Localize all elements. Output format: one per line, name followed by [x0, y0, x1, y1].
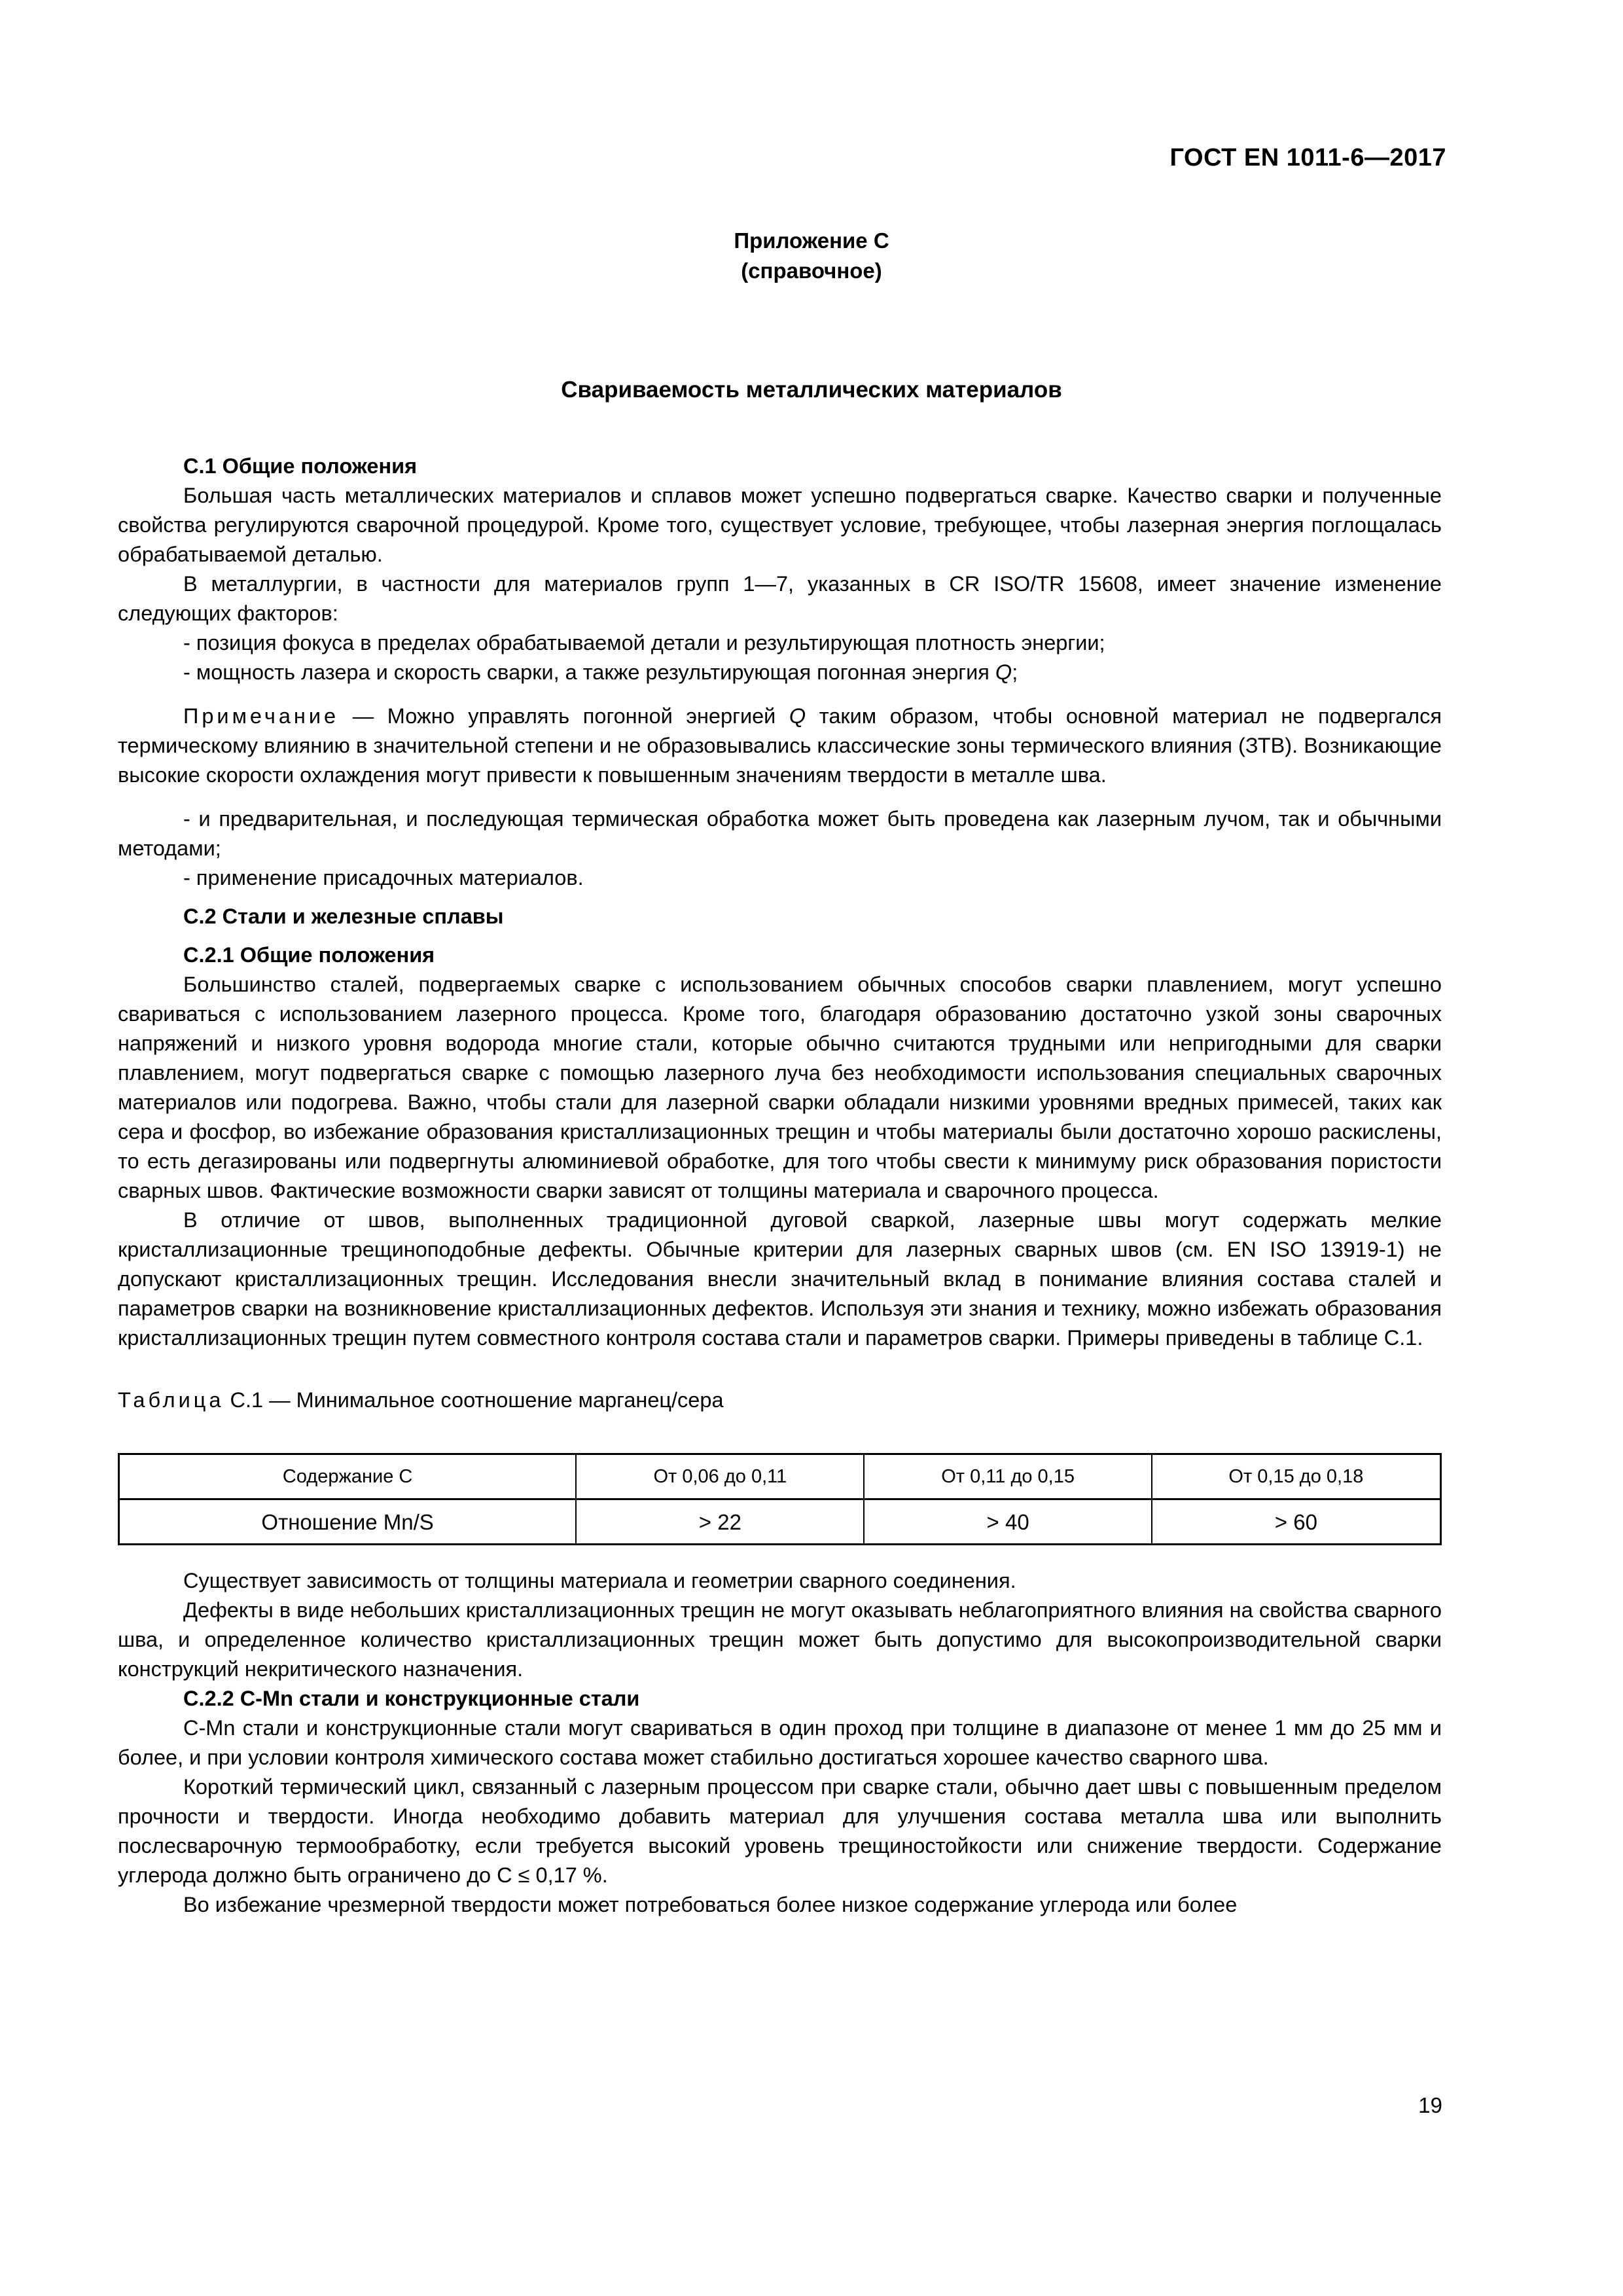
section-heading-c2: С.2 Стали и железные сплавы — [183, 905, 504, 928]
page-title: Свариваемость металлических материалов — [561, 377, 1062, 403]
document-id: ГОСТ EN 1011-6—2017 — [1169, 144, 1446, 171]
paragraph: Дефекты в виде небольших кристаллизационных трещин не могут оказывать неблагоприятного влияния на свойства сварного шва, и определенное количество кристаллизационных трещин может быть допустимо для высокопроизводительной сварки конструкций некритического назначения. — [118, 1598, 1442, 1681]
note-label: Примечание — [183, 704, 340, 728]
section-heading-c22: С.2.2 C-Mn стали и конструкционные стали — [183, 1687, 640, 1710]
page-number: 19 — [1418, 2093, 1442, 2117]
table-row — [119, 1499, 1441, 1545]
table-cell: Содержание С — [119, 1454, 577, 1499]
note: Примечание — Можно управлять погонной энергией Q таким образом, чтобы основной материал не подвергался термическому влиянию в значительной степени и не образовывались классические зоны термического влияния (ЗТВ). Возникающие высокие скорости охлаждения могут привести к повышенным значениям твердости в металле шва. — [118, 704, 1442, 787]
section-heading-c1: С.1 Общие положения — [183, 454, 418, 478]
table-caption: Таблица С.1 — Минимальное соотношение марганец/сера — [118, 1388, 724, 1412]
paragraph: Короткий термический цикл, связанный с лазерным процессом при сварке стали, обычно дает швы с повышенным пределом прочности и твердости. Иногда необходимо добавить материал для улучшения состава металла шва или выполнить послесварочную термообработку, если требуется высокий уровень трещиностойкости или снижение твердости. Содержание углерода должно быть ограничено до С ≤ 0,17 %. — [118, 1775, 1442, 1887]
table-cell: > 60 — [1152, 1499, 1441, 1545]
list-item: - позиция фокуса в пределах обрабатываемой детали и результирующая плотность энергии; — [183, 631, 1105, 655]
paragraph: Большая часть металлических материалов и сплавов может успешно подвергаться сварке. Качество сварки и полученные свойства регулируются сварочной процедурой. Кроме того, существует условие, требующее, чтобы лазерная энергия поглощалась обрабатываемой деталью. — [118, 484, 1442, 566]
table-label: Таблица — [118, 1388, 224, 1412]
paragraph: Большинство сталей, подвергаемых сварке с использованием обычных способов сварки плавлением, могут успешно свариваться с использованием лазерного процесса. Кроме того, благодаря образованию достаточно узкой зоны сварочных напряжений и низкого уровня водорода многие стали, которые обычно считаются трудными или непригодными для сварки плавлением, могут подвергаться сварке с помощью лазерного луча без необходимости использования специальных сварочных материалов или подогрева. Важно, чтобы стали для лазерной сварки обладали низкими уровнями вредных примесей, таких как сера и фосфор, во избежание образования кристаллизационных трещин и чтобы материалы были достаточно хорошо раскислены, то есть дегазированы или подвергнуты алюминиевой обработке, для того чтобы свести к минимуму риск образования пористости сварных швов. Фактические возможности сварки зависят от толщины материала и сварочного процесса. — [118, 973, 1442, 1202]
appendix-heading — [0, 226, 1623, 286]
list-item: - применение присадочных материалов. — [183, 866, 584, 889]
table-header-row — [119, 1454, 1441, 1499]
list-item: - и предварительная, и последующая термическая обработка может быть проведена как лазерным лучом, так и обычными методами; — [118, 807, 1442, 860]
table-cell: > 22 — [576, 1499, 864, 1545]
data-table — [118, 1453, 1442, 1545]
paragraph: Существует зависимость от толщины материала и геометрии сварного соединения. — [183, 1569, 1016, 1592]
paragraph: C-Mn стали и конструкционные стали могут свариваться в один проход при толщине в диапазоне от менее 1 мм до 25 мм и более, и при условии контроля химического состава может стабильно достигаться хорошее качество сварного шва. — [118, 1716, 1442, 1769]
appendix-type: (справочное) — [741, 259, 882, 283]
table-cell: Отношение Mn/S — [119, 1499, 577, 1545]
table-cell: От 0,15 до 0,18 — [1152, 1454, 1441, 1499]
paragraph: Во избежание чрезмерной твердости может потребоваться более низкое содержание углерода или более — [183, 1893, 1238, 1916]
table-cell: > 40 — [864, 1499, 1151, 1545]
document-body — [118, 452, 1442, 1920]
list-item: - мощность лазера и скорость сварки, а также результирующая погонная энергия Q; — [183, 660, 1018, 684]
table-cell: От 0,06 до 0,11 — [576, 1454, 864, 1499]
table-cell: От 0,11 до 0,15 — [864, 1454, 1151, 1499]
appendix-title: Приложение С — [734, 228, 889, 253]
section-heading-c21: С.2.1 Общие положения — [183, 943, 435, 967]
paragraph: В металлургии, в частности для материалов групп 1—7, указанных в CR ISO/TR 15608, имеет значение изменение следующих факторов: — [118, 572, 1442, 625]
paragraph: В отличие от швов, выполненных традиционной дуговой сваркой, лазерные швы могут содержать мелкие кристаллизационные трещиноподобные дефекты. Обычные критерии для лазерных сварных швов (см. EN ISO 13919-1) не допускают кристаллизационных трещин. Исследования внесли значительный вклад в понимание влияния состава сталей и параметров сварки на возникновение кристаллизационных дефектов. Используя эти знания и технику, можно избежать образования кристаллизационных трещин путем совместного контроля состава стали и параметров сварки. Примеры приведены в таблице С.1. — [118, 1208, 1442, 1350]
